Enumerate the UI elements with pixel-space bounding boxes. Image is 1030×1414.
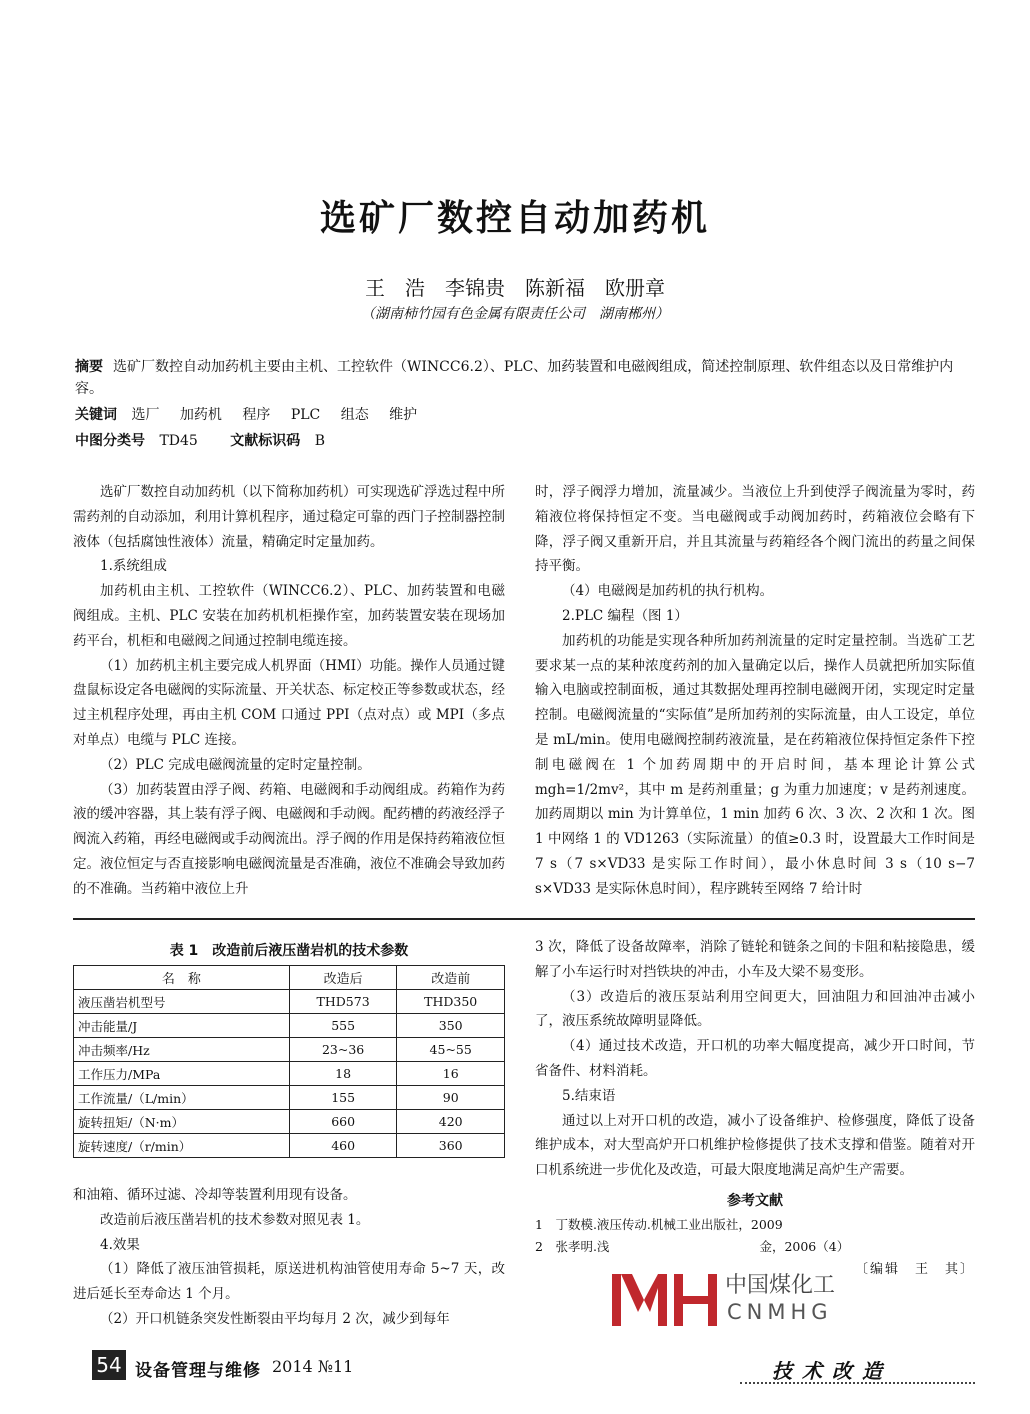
editor-note: 〔编辑 王 其〕 <box>854 1261 975 1277</box>
classification-line <box>75 430 975 452</box>
page-number: 54 <box>92 1350 126 1380</box>
table-cell: 660 <box>289 1110 397 1134</box>
journal-name: 设备管理与维修 <box>135 1361 261 1381</box>
table-cell: THD350 <box>397 990 505 1014</box>
paragraph: （2）PLC 完成电磁阀流量的定时定量控制。 <box>100 756 371 773</box>
table-cell: 360 <box>397 1134 505 1158</box>
doccode-value: B <box>314 433 326 449</box>
table-cell: 旋转扭矩/（N·m） <box>74 1110 290 1134</box>
table-row <box>74 1110 505 1134</box>
section-divider <box>73 918 975 920</box>
left-column-bottom <box>73 1183 505 1332</box>
paragraph: （4）电磁阀是加药机的执行机构。 <box>562 583 774 600</box>
table-cell: 工作流量/（L/min） <box>74 1086 290 1110</box>
column-header: 改造前 <box>397 966 505 990</box>
column-header: 改造后 <box>289 966 397 990</box>
reference-item: 1 丁数模.液压传动.机械工业出版社，2009 <box>535 1216 783 1232</box>
author-list: 王 浩 李锦贵 陈新福 欧册章 <box>365 276 665 300</box>
footer-rule <box>740 1382 975 1384</box>
article-title: 选矿厂数控自动加药机 <box>319 198 710 239</box>
section-heading: 2.PLC 编程（图 1） <box>562 607 688 624</box>
table-cell: 23~36 <box>289 1038 397 1062</box>
reference-text-tail: 金，2006（4） <box>759 1238 850 1254</box>
table-cell: 155 <box>289 1086 397 1110</box>
section-heading: 4.效果 <box>100 1236 140 1253</box>
paragraph: （3）加药装置由浮子阀、药箱、电磁阀和手动阀组成。药箱作为药液的缓冲容器，其上装有浮子阀、电磁阀和手动阀。配药槽的药液经浮子阀流入药箱，再经电磁阀或手动阀流出。浮子阀的作用是保持药箱液位恒定。液位恒定与否直接影响电磁阀流量是否准确，液位不准确会导致加药的不准确。当药箱中液位上升 <box>73 781 505 897</box>
issue-number: 2014 №11 <box>272 1357 354 1376</box>
paragraph: 改造前后液压凿岩机的技术参数对照见表 1。 <box>100 1211 370 1228</box>
paragraph: 3 次，降低了设备故障率，消除了链轮和链条之间的卡阻和粘接隐患，缓解了小车运行时对挡铁块的冲击，小车及大梁不易变形。 <box>535 939 975 980</box>
table-cell: THD573 <box>289 990 397 1014</box>
keywords-label: 关键词 <box>75 407 117 423</box>
table-cell: 555 <box>289 1014 397 1038</box>
reference-item <box>535 1236 975 1258</box>
paragraph: 时，浮子阀浮力增加，流量减少。当液位上升到使浮子阀流量为零时，药箱液位将保持恒定不变。当电磁阀或手动阀加药时，药箱液位会略有下降，浮子阀又重新开启，并且其流量与药箱经各个阀门流出的药量之间保持平衡。 <box>535 484 975 575</box>
right-column-top <box>535 480 975 902</box>
table-row <box>74 1014 505 1038</box>
logo-text-cn: 中国煤化工 <box>725 1273 836 1298</box>
logo-text-en: CNMHG <box>727 1300 833 1324</box>
right-column-bottom <box>535 935 975 1283</box>
table-cell: 460 <box>289 1134 397 1158</box>
paragraph: （3）改造后的液压泵站利用空间更大，回油阻力和回油冲击减小了，液压系统故障明显降低。 <box>535 988 975 1030</box>
table-row <box>74 1062 505 1086</box>
table-row <box>74 990 505 1014</box>
affiliation: （湖南柿竹园有色金属有限责任公司 湖南郴州） <box>361 306 669 322</box>
table-row <box>74 1086 505 1110</box>
paragraph: （4）通过技术改造，开口机的功率大幅度提高，减少开口时间，节省备件、材料消耗。 <box>535 1038 975 1079</box>
table-cell: 冲击频率/Hz <box>74 1038 290 1062</box>
table-row <box>74 1038 505 1062</box>
abstract-text: 选矿厂数控自动加药机主要由主机、工控软件（WINCC6.2）、PLC、加药装置和电磁阀组成，简述控制原理、软件组态以及日常维护内容。 <box>75 359 954 397</box>
table-cell: 420 <box>397 1110 505 1134</box>
keyword: 选厂 <box>131 407 160 423</box>
left-column-top <box>73 480 505 902</box>
table-caption: 表 1 改造前后液压凿岩机的技术参数 <box>169 943 409 959</box>
keyword: 程序 <box>242 407 271 423</box>
keywords-line <box>75 404 975 426</box>
paragraph: 加药机由主机、工控软件（WINCC6.2）、PLC、加药装置和电磁阀组成。主机、PLC 安装在加药机机柜操作室，加药装置安装在现场加药平台，机柜和电磁阀之间通过控制电缆连接。 <box>73 583 505 649</box>
table-cell: 45~55 <box>397 1038 505 1062</box>
table-cell: 350 <box>397 1014 505 1038</box>
keyword: 加药机 <box>179 407 222 423</box>
section-name: 技术改造 <box>772 1359 892 1383</box>
reference-text: 2 张孝明.浅 <box>535 1238 610 1254</box>
section-heading: 1.系统组成 <box>100 558 167 575</box>
spec-table <box>73 965 505 1158</box>
keyword: 维护 <box>389 407 418 423</box>
table-cell: 液压凿岩机型号 <box>74 990 290 1014</box>
keyword: 组态 <box>340 407 369 423</box>
abstract-block <box>75 356 975 452</box>
paragraph: 加药机的功能是实现各种所加药剂流量的定时定量控制。当选矿工艺要求某一点的某种浓度药剂的加入量确定以后，操作人员就把所加实际值输入电脑或控制面板，通过其数据处理再控制电磁阀开闭，实现定时定量控制。电磁阀流量的“实际值”是所加药剂的实际流量，由人工设定，单位是 mL/min。使用电磁阀控制药液流量，是在药箱液位保持恒定条件下控制电磁阀在 1 个加药周期中的开启时间，基本理论计算公式 mgh=1/2mv²，其中 m 是药剂重量；g 为重力加速度；v 是药剂速度。加药周期以 min 为计算单位，1 min 加药 6 次、3 次、2 次和 1 次。图 1 中网络 1 的 VD1263（实际流量）的值≥0.3 时，设置最大工作时间是 7 s（7 s×VD33 是实际工作时间），最小休息时间 3 s（10 s−7 s×VD33 是实际休息时间），程序跳转至网络 7 给计时 <box>535 632 975 897</box>
paragraph: 选矿厂数控自动加药机（以下简称加药机）可实现选矿浮选过程中所需药剂的自动添加，利用计算机程序，通过稳定可靠的西门子控制器控制液体（包括腐蚀性液体）流量，精确定时定量加药。 <box>73 484 505 550</box>
keyword: PLC <box>290 407 321 423</box>
table-cell: 旋转速度/（r/min） <box>74 1134 290 1158</box>
table-cell: 16 <box>397 1062 505 1086</box>
paragraph: 通过以上对开口机的改造，减小了设备维护、检修强度，降低了设备维护成本，对大型高炉开口机维护检修提供了技术支撑和借鉴。随着对开口机系统进一步优化及改造，可最大限度地满足高炉生产需要。 <box>535 1112 975 1179</box>
paragraph: （2）开口机链条突发性断裂由平均每月 2 次，减少到每年 <box>100 1310 450 1327</box>
clc-label: 中图分类号 <box>75 433 145 449</box>
section-heading: 5.结束语 <box>562 1087 616 1104</box>
paragraph: （1）降低了液压油管损耗，原送进机构油管使用寿命 5~7 天，改进后延长至寿命达 1 个月。 <box>73 1261 505 1303</box>
table-cell: 90 <box>397 1086 505 1110</box>
clc-value: TD45 <box>159 433 198 449</box>
abstract-label: 摘要 <box>75 359 103 375</box>
paragraph: 和油箱、循环过滤、冷却等装置利用现有设备。 <box>73 1187 357 1203</box>
table-cell: 冲击能量/J <box>74 1014 290 1038</box>
table-cell: 工作压力/MPa <box>74 1062 290 1086</box>
column-header: 名 称 <box>74 966 290 990</box>
table-cell: 18 <box>289 1062 397 1086</box>
table-header-row <box>74 966 505 990</box>
table-row <box>74 1134 505 1158</box>
paragraph: （1）加药机主机主要完成人机界面（HMI）功能。操作人员通过键盘鼠标设定各电磁阀的实际流量、开关状态、标定校正等参数或状态，经过主机程序处理，再由主机 COM 口通过 PPI（点对点）或 MPI（多点对单点）电缆与 PLC 连接。 <box>73 657 505 748</box>
doccode-label: 文献标识码 <box>230 433 301 449</box>
references-title: 参考文献 <box>727 1192 783 1209</box>
